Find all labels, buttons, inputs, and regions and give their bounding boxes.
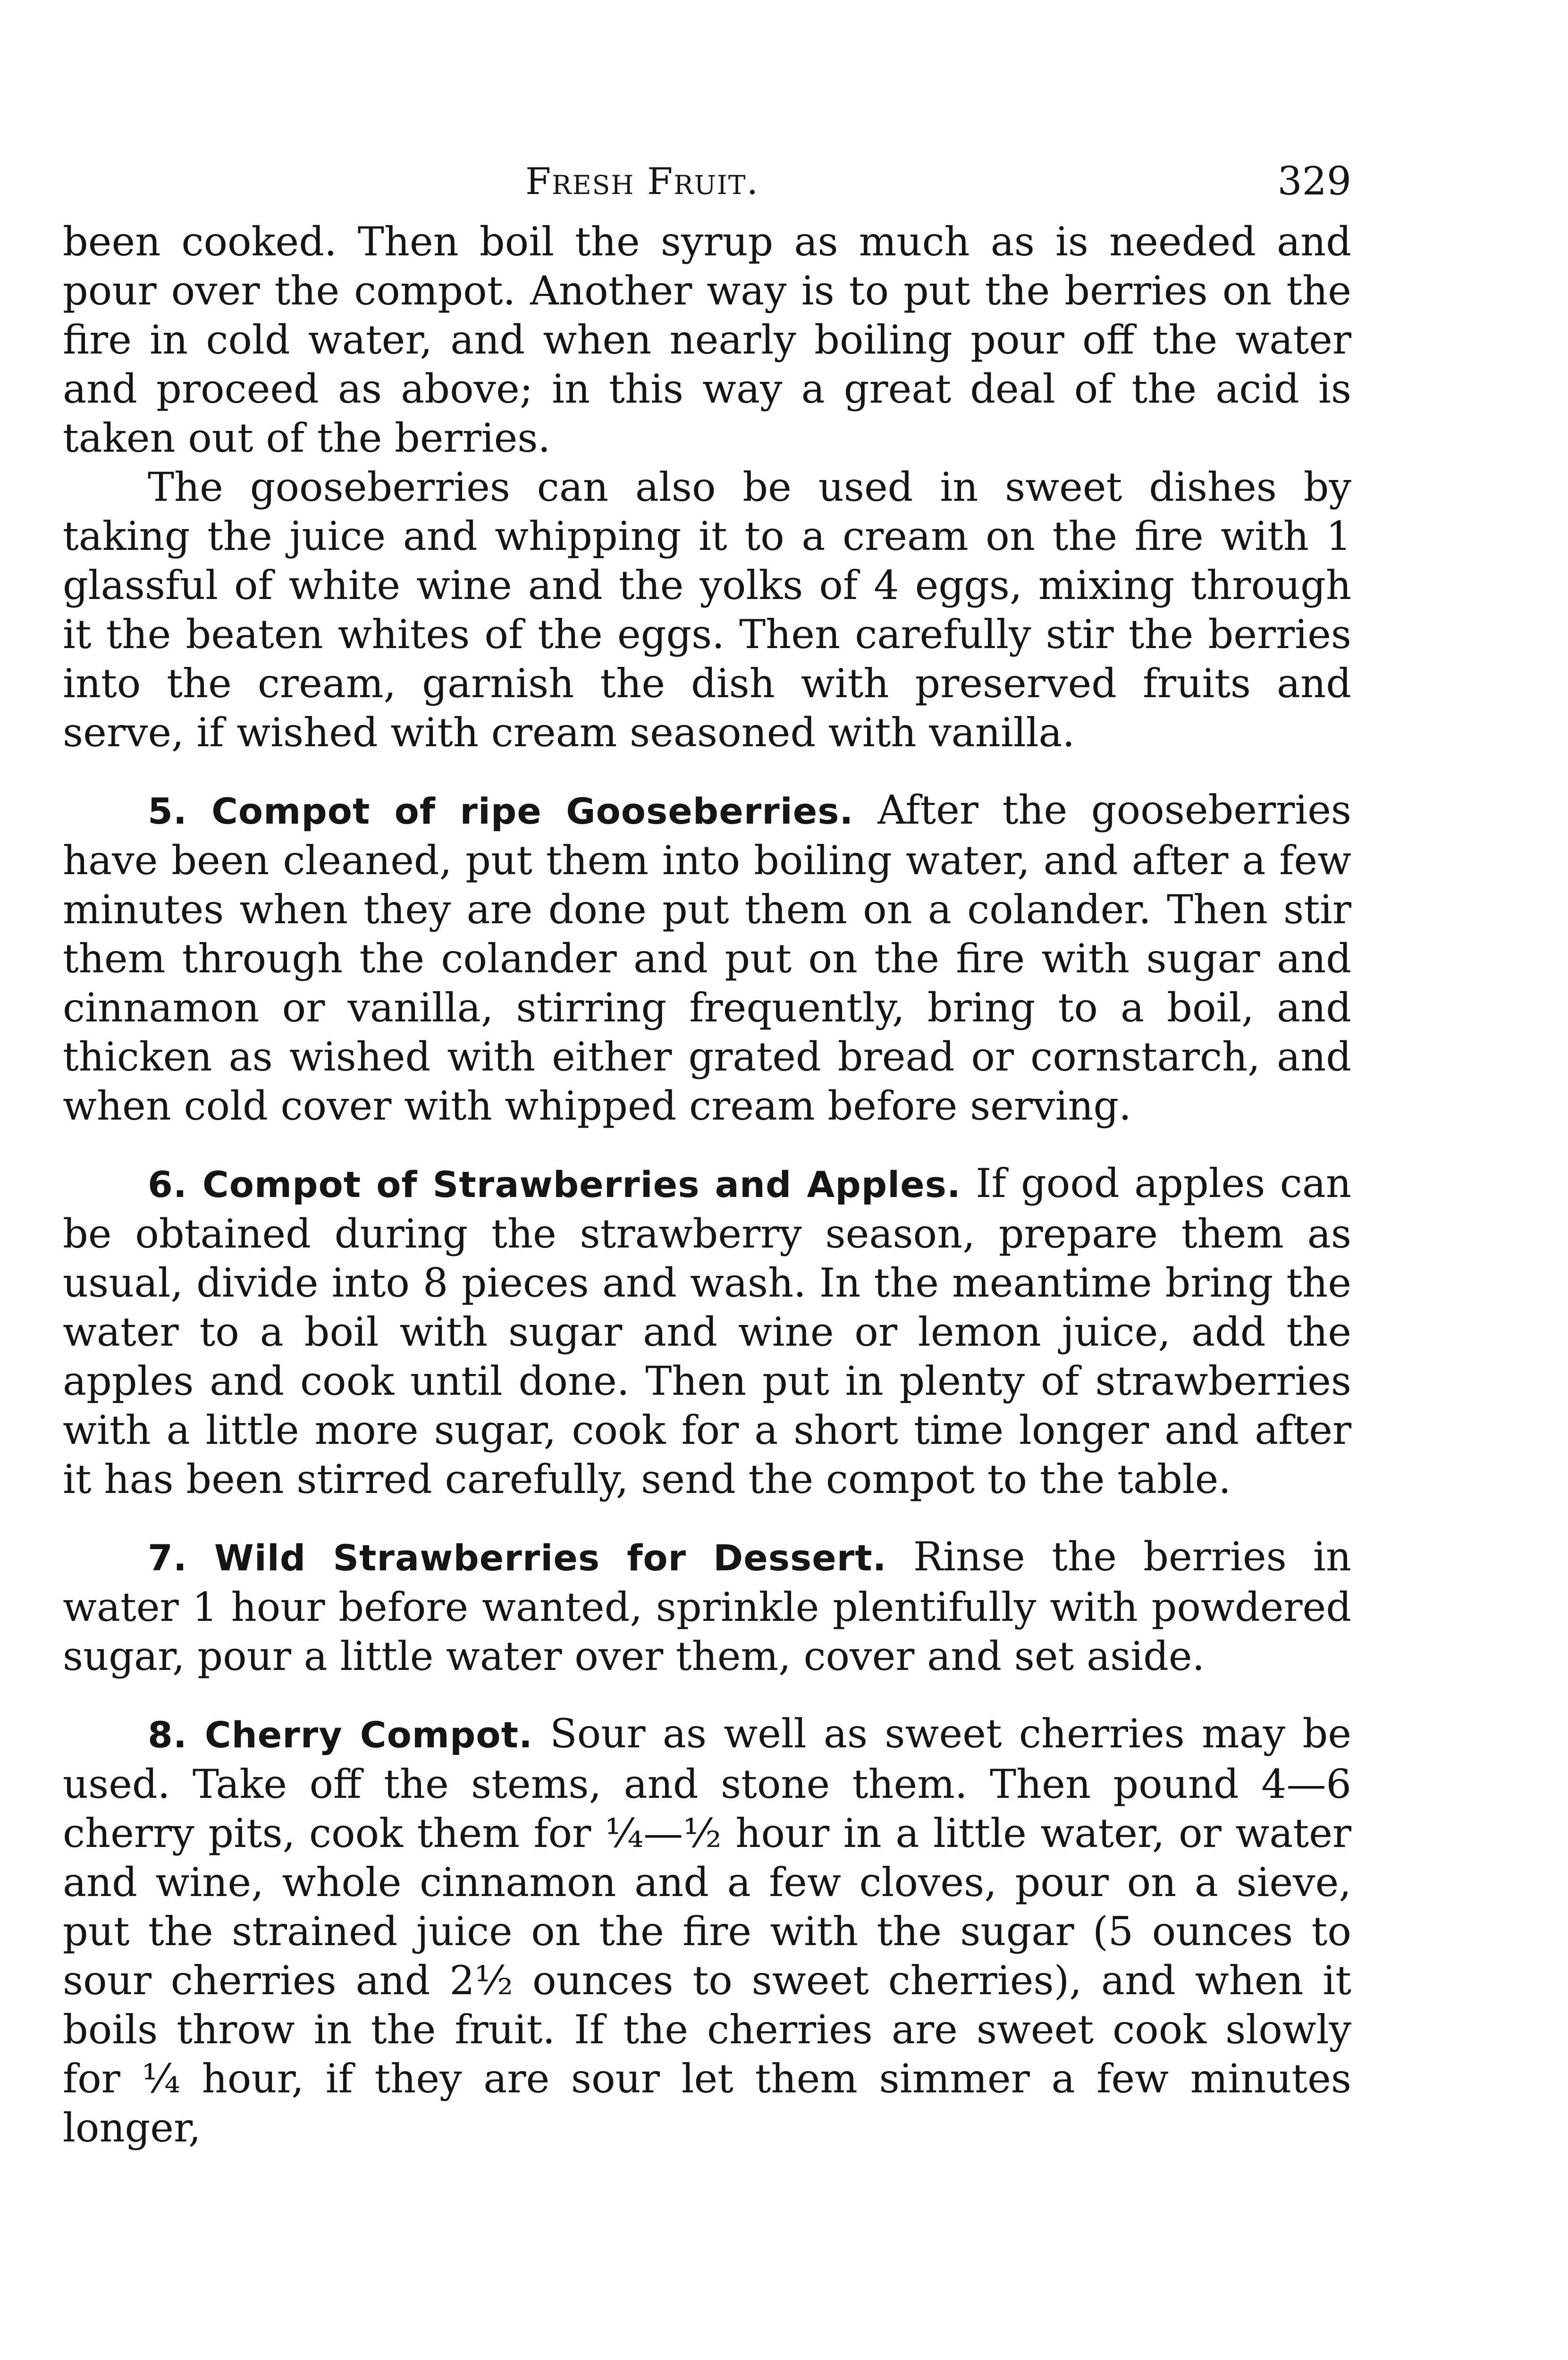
paragraph-continuation: been cooked. Then boil the syrup as much as is needed and pour over the compot. Another way is to put the berries on the fire in cold water, and when nearly boiling pour off the water and proceed as above; in this way a great deal of the acid is taken out of the berries. [63, 219, 1351, 461]
recipe-8 [63, 1709, 1351, 2152]
recipe-heading: 6. Compot of Strawberries and Apples. [148, 1163, 961, 1205]
recipe-text: After the gooseberries have been cleaned, put them into boiling water, and after a few minutes when they are done put them on a colander. Then stir them through the colander and put on the fire with sugar and cinnamon or vanilla, stirring frequently, bring to a boil, and thicken as wished with either grated bread or cornstarch, and when cold cover with whipped cream before serving. [63, 787, 1352, 1129]
paragraph-gooseberry-cream: The gooseberries can also be used in sweet dishes by taking the juice and whipping it to a cream on the fire with 1 glassful of white wine and the yolks of 4 eggs, mixing through it the beaten whites of the eggs. Then carefully stir the berries into the cream, garnish the dish with preserved fruits and serve, if wished with cream seasoned with vanilla. [63, 464, 1351, 756]
book-page [63, 156, 1351, 2152]
running-header [63, 156, 1351, 217]
page-number: 329 [1277, 159, 1351, 204]
recipe-heading: 8. Cherry Compot. [148, 1714, 533, 1756]
recipe-heading: 5. Compot of ripe Gooseberries. [148, 790, 854, 832]
recipe-5 [63, 785, 1351, 1130]
recipe-text: Rinse the berries in water 1 hour before wanted, sprinkle plentifully with powdered sugar, pour a little water over them, cover and set aside. [63, 1534, 1352, 1679]
recipe-text: Sour as well as sweet cherries may be used. Take off the stems, and stone them. Then pound 4—6 cherry pits, cook them for ¼—½ hour in a little water, or water and wine, whole cinnamon and a few cloves, pour on a sieve, put the strained juice on the fire with the sugar (5 ounces to sour cherries and 2½ ounces to sweet cherries), and when it boils throw in the fruit. If the cherries are sweet cook slowly for ¼ hour, if they are sour let them simmer a few minutes longer, [63, 1711, 1352, 2151]
running-title: Fresh Fruit. [525, 160, 759, 203]
recipe-text: If good apples can be obtained during the strawberry season, prepare them as usual, divide into 8 pieces and wash. In the meantime bring the water to a boil with sugar and wine or lemon juice, add the apples and cook until done. Then put in plenty of strawberries with a little more sugar, cook for a short time longer and after it has been stirred carefully, send the compot to the table. [63, 1160, 1352, 1502]
recipe-7 [63, 1532, 1351, 1681]
recipe-heading: 7. Wild Strawberries for Dessert. [148, 1537, 887, 1579]
recipe-6 [63, 1159, 1351, 1504]
